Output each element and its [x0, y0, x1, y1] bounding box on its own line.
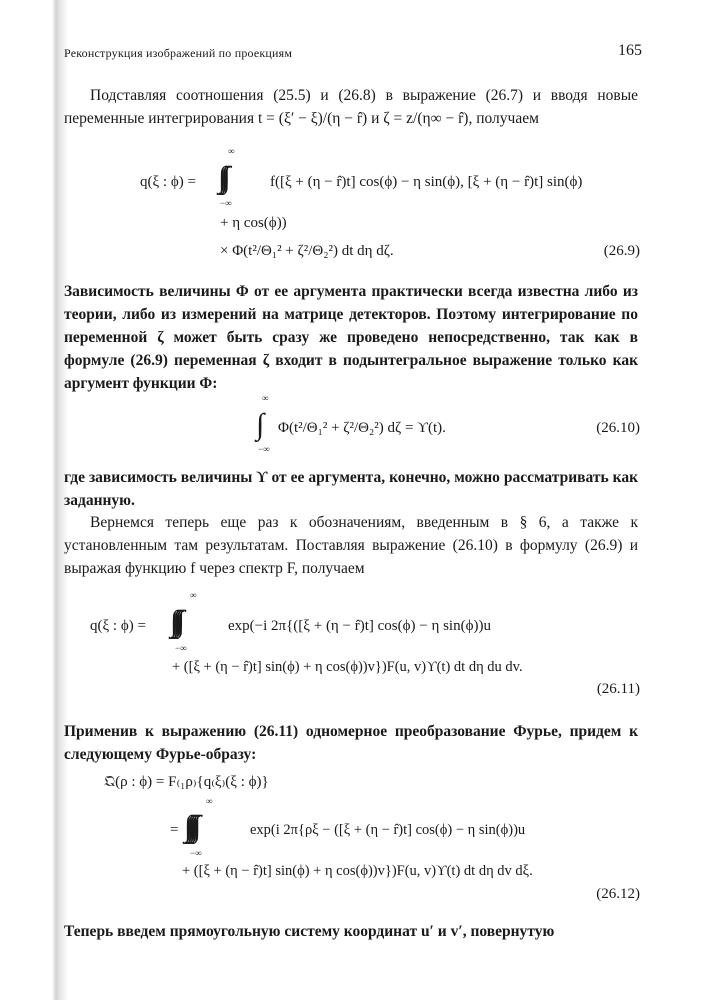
paragraph-rotated-coordinates: Теперь введем прямоугольную систему координат u′ и v′, повернутую	[64, 923, 555, 940]
eq-26-11-integrals: ∫∫∫∫	[170, 605, 179, 638]
paragraph-return-notation: Вернемся теперь еще раз к обозначениям, введенным в § 6, а также к установленным там результатам. Поставляя выражение (26.10) в формулу (26.9) и выражая функцию f через спектр F, получаем	[64, 514, 638, 577]
paragraph-phi-dependence: Зависимость величины Φ от ее аргумента практически всегда известна либо из теории, либо из измерений на матрице детекторов. Поэтому интегрирование по переменной ζ может быть сразу же проведено непосредственно, так как в формуле (26.9) переменная ζ входит в подынтегральное выражение только как аргумент функции Φ:	[64, 283, 638, 392]
page-number: 165	[618, 42, 642, 59]
eq-26-9-line-3: × Φ(t²/Θ₁² + ζ²/Θ₂²) dt dη dζ.	[220, 243, 394, 259]
eq-26-9-lower-limit: −∞	[220, 198, 232, 208]
eq-26-9-line-1: f([ξ + (η − r̂)t] cos(ϕ) − η sin(ϕ), [ξ + (η − r̂)t] sin(ϕ)	[270, 174, 583, 190]
eq-26-12-lhs: 𝔔(ρ : ϕ) = F₍₁ρ₎{q₍ξ₎(ξ : ϕ)}	[104, 774, 269, 790]
paragraph-fourier: Применив к выражению (26.11) одномерное преобразование Фурье, придем к следующему Фурье-образу:	[64, 723, 638, 763]
page-binding-shadow	[0, 0, 70, 1000]
eq-26-12-number: (26.12)	[596, 886, 640, 902]
eq-26-10-body: Φ(t²/Θ₁² + ζ²/Θ₂²) dζ = ϒ(t).	[278, 420, 446, 436]
eq-26-11-lhs: q(ξ : ϕ) =	[90, 618, 146, 634]
eq-26-9-lhs: q(ξ : ϕ) =	[140, 174, 196, 190]
eq-26-11-line-2: + ([ξ + (η − r̂)t] sin(ϕ) + η cos(ϕ))v})F(u, v)ϒ(t) dt dη du dv.	[172, 659, 523, 675]
paragraph-intro: Подставляя соотношения (25.5) и (26.8) в выражение (26.7) и вводя новые переменные интегрирования t = (ξ′ − ξ)/(η − r̂) и ζ = z/(η∞ − r̂), получаем	[64, 87, 638, 127]
eq-26-10-number: (26.10)	[596, 420, 640, 436]
eq-26-12-line-2: + ([ξ + (η − r̂)t] sin(ϕ) + η cos(ϕ))v})F(u, v)ϒ(t) dt dη dv dξ.	[182, 863, 533, 879]
running-title: Реконструкция изображений по проекциям	[64, 46, 293, 60]
eq-26-9-upper-limit: ∞	[228, 146, 235, 156]
eq-26-10-lower-limit: −∞	[258, 444, 270, 454]
eq-26-12-eq-sign: =	[170, 822, 179, 838]
eq-26-12-integrals: ∫∫∫∫∫	[184, 810, 196, 843]
page-header	[64, 42, 642, 66]
eq-26-10-integral: ∫	[256, 408, 259, 441]
eq-26-9-number: (26.9)	[603, 243, 640, 259]
eq-26-9-line-2: + η cos(ϕ))	[220, 215, 287, 231]
eq-26-11-lower-limit: −∞	[175, 643, 187, 653]
eq-26-11-line-1: exp(−i 2π{([ξ + (η − r̂)t] cos(ϕ) − η sin(ϕ))u	[228, 618, 491, 634]
eq-26-9-integrals: ∫∫∫	[218, 161, 225, 194]
eq-26-12-lower-limit: −∞	[190, 848, 202, 858]
eq-26-11-number: (26.11)	[596, 681, 640, 697]
eq-26-12-upper-limit: ∞	[206, 796, 213, 806]
paragraph-upsilon: где зависимость величины ϒ от ее аргумента, конечно, можно рассматривать как заданную.	[64, 469, 638, 509]
eq-26-12-line-1: exp(i 2π{ρξ − ([ξ + (η − r̂)t] cos(ϕ) − η sin(ϕ))u	[250, 822, 526, 838]
eq-26-11-upper-limit: ∞	[190, 590, 197, 600]
eq-26-10-upper-limit: ∞	[262, 393, 269, 403]
